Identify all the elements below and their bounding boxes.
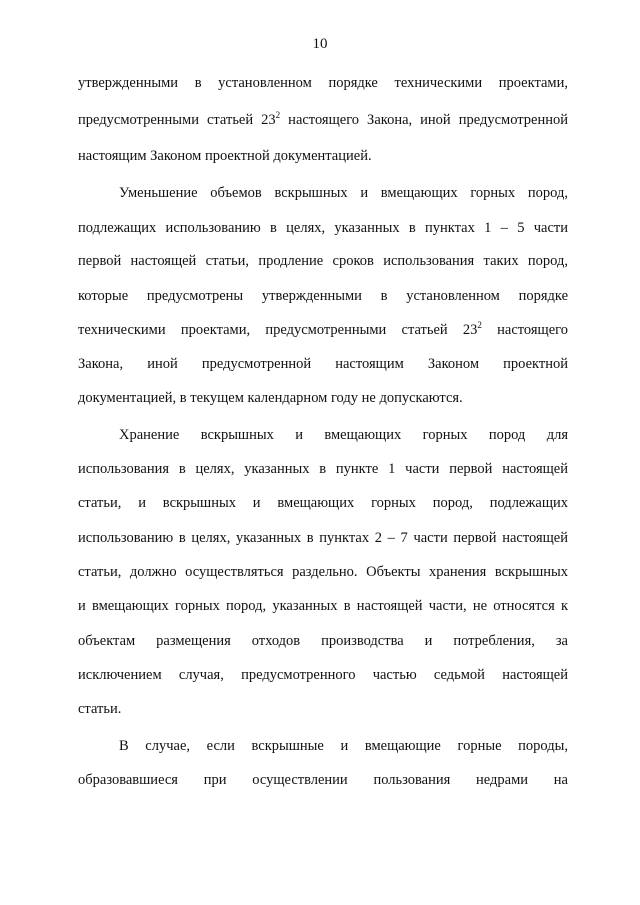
paragraph-4-line-1: В случае, если вскрышные и вмещающие горные породы, [119, 738, 568, 754]
superscript: 2 [477, 320, 482, 330]
paragraph-3-line-1: Хранение вскрышных и вмещающих горных пород для [119, 427, 568, 443]
paragraph-3-line-5: статьи, должно осуществляться раздельно. Объекты хранения вскрышных [78, 564, 568, 580]
paragraph-3-line-6: и вмещающих горных пород, указанных в настоящей части, не относятся к [78, 598, 568, 614]
paragraph-1-line-3: настоящим Законом проектной документацией. [78, 148, 372, 164]
paragraph-1-line-2 [78, 111, 568, 129]
paragraph-3-line-2: использования в целях, указанных в пункте 1 части первой настоящей [78, 461, 568, 477]
paragraph-2-line-5 [78, 321, 568, 339]
superscript: 2 [275, 110, 281, 120]
paragraph-1-line-2-text-b: настоящего Закона, иной предусмотренной [280, 112, 568, 128]
paragraph-3-line-7: объектам размещения отходов производства и потребления, за [78, 633, 568, 649]
paragraph-3-line-9: статьи. [78, 701, 122, 717]
paragraph-4-line-2: образовавшиеся при осуществлении пользования недрами на [78, 772, 568, 788]
paragraph-1-line-2-text-a: предусмотренными статьей 23 [78, 112, 276, 128]
paragraph-2-line-1: Уменьшение объемов вскрышных и вмещающих горных пород, [119, 185, 568, 201]
page-number: 10 [312, 36, 328, 52]
paragraph-3-line-4: использованию в целях, указанных в пунктах 2 – 7 части первой настоящей [78, 530, 568, 546]
paragraph-3-line-8: исключением случая, предусмотренного частью седьмой настоящей [78, 667, 568, 683]
paragraph-2-line-5-text-b: настоящего [481, 322, 568, 338]
paragraph-2-line-5-text-a: техническими проектами, предусмотренными статьей 23 [78, 322, 478, 338]
paragraph-2-line-4: которые предусмотрены утвержденными в установленном порядке [78, 288, 568, 304]
paragraph-2-line-2: подлежащих использованию в целях, указанных в пунктах 1 – 5 части [78, 220, 568, 236]
paragraph-2-line-6: Закона, иной предусмотренной настоящим Законом проектной [78, 356, 568, 372]
paragraph-1-line-1: утвержденными в установленном порядке техническими проектами, [78, 75, 568, 91]
paragraph-2-line-7: документацией, в текущем календарном году не допускаются. [78, 390, 463, 406]
paragraph-2-line-3: первой настоящей статьи, продление сроков использования таких пород, [78, 253, 568, 269]
paragraph-3-line-3: статьи, и вскрышных и вмещающих горных пород, подлежащих [78, 495, 568, 511]
